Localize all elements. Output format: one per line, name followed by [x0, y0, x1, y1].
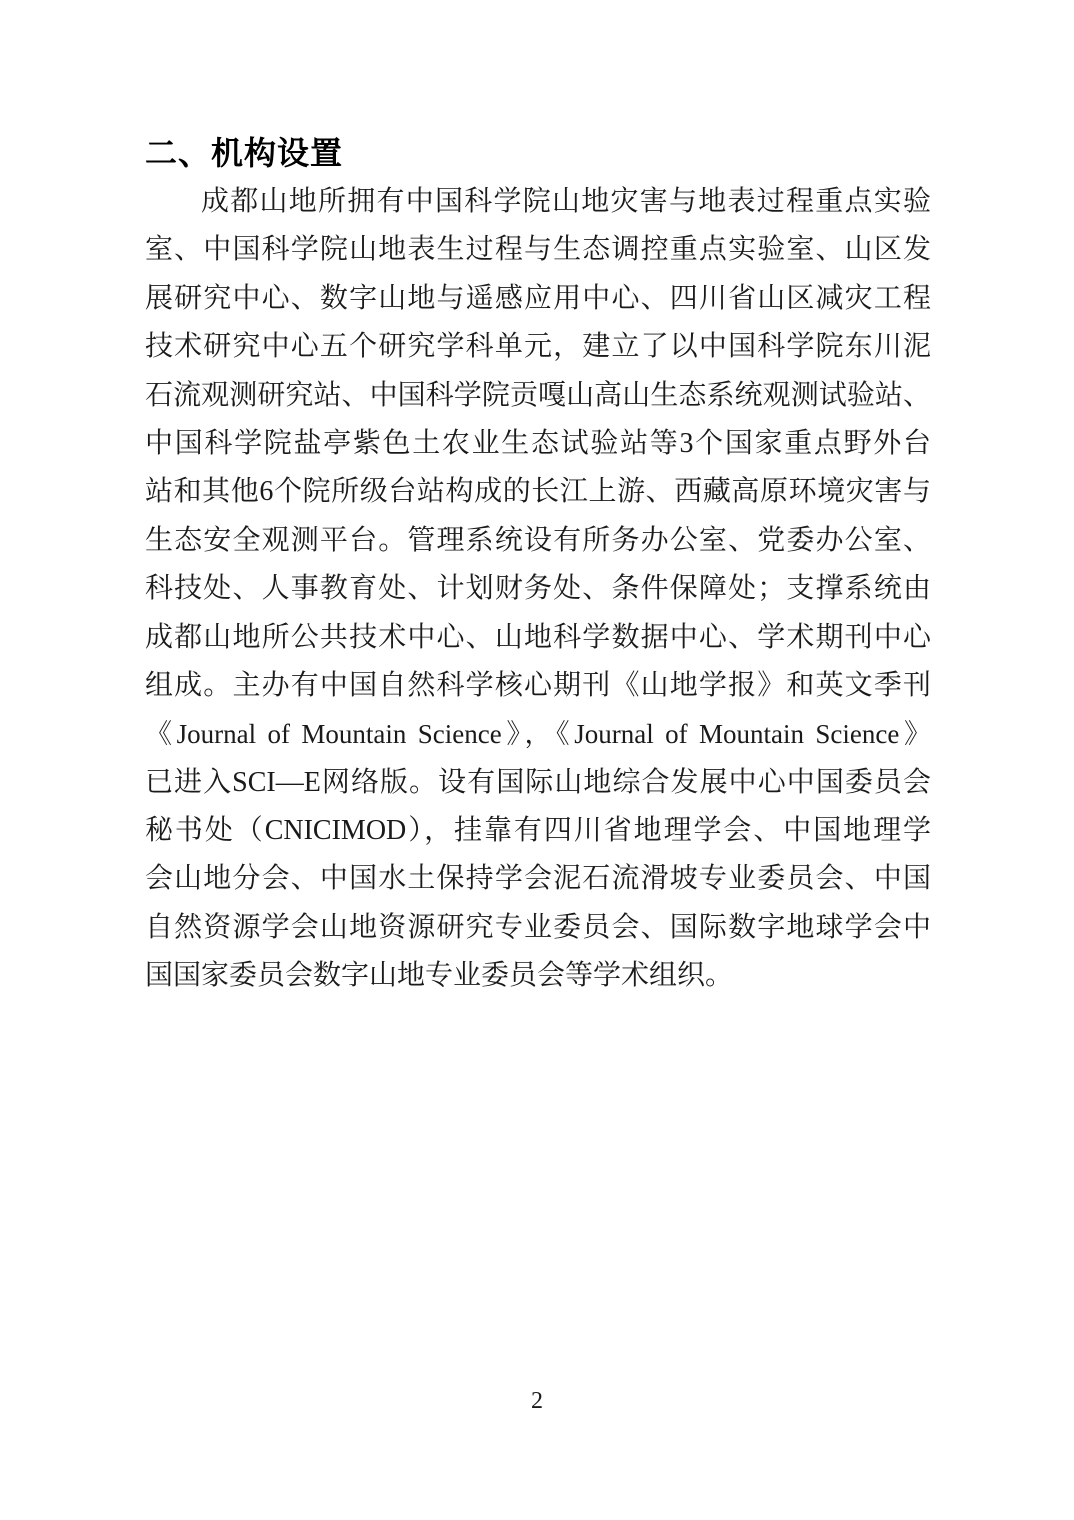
paragraph-line: 石流观测研究站、中国科学院贡嘎山高山生态系统观测试验站、 [145, 379, 931, 411]
paragraph-line: 成都山地所拥有中国科学院山地灾害与地表过程重点实验 [201, 186, 931, 217]
body-paragraph [145, 178, 931, 1001]
paragraph-line: 中国科学院盐亭紫色土农业生态试验站等3个国家重点野外台 [145, 427, 931, 459]
paragraph-line: 展研究中心、数字山地与遥感应用中心、四川省山区减灾工程 [145, 282, 931, 314]
paragraph-line: 成都山地所公共技术中心、山地科学数据中心、学术期刊中心 [145, 621, 931, 653]
page-number: 2 [531, 1388, 543, 1414]
paragraph-line: 站和其他6个院所级台站构成的长江上游、西藏高原环境灾害与 [145, 476, 931, 508]
paragraph-line: 《Journal of Mountain Science》，《Journal of Mountain Science》 [145, 719, 931, 750]
paragraph-line: 科技处、人事教育处、计划财务处、条件保障处；支撑系统由 [145, 573, 931, 605]
paragraph-line: 室、中国科学院山地表生过程与生态调控重点实验室、山区发 [145, 234, 931, 266]
paragraph-line: 国国家委员会数字山地专业委员会等学术组织。 [145, 960, 734, 992]
paragraph-line: 会山地分会、中国水土保持学会泥石流滑坡专业委员会、中国 [145, 863, 931, 895]
paragraph-line: 已进入SCI—E网络版。设有国际山地综合发展中心中国委员会 [145, 766, 931, 798]
page-content [145, 128, 931, 1001]
paragraph-line: 自然资源学会山地资源研究专业委员会、国际数字地球学会中 [145, 911, 931, 943]
paragraph-line: 秘书处（CNICIMOD），挂靠有四川省地理学会、中国地理学 [145, 815, 931, 847]
paragraph-line: 组成。主办有中国自然科学核心期刊《山地学报》和英文季刊 [145, 669, 931, 701]
section-heading: 二、机构设置 [145, 134, 344, 172]
paragraph-line: 生态安全观测平台。管理系统设有所务办公室、党委办公室、 [145, 524, 931, 556]
paragraph-line: 技术研究中心五个研究学科单元，建立了以中国科学院东川泥 [145, 331, 931, 363]
